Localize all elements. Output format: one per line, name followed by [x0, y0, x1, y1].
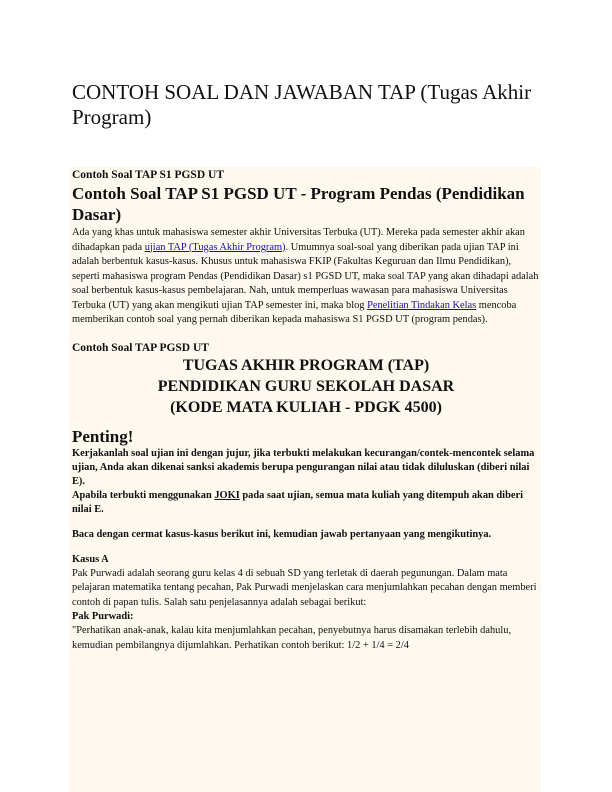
blog-post-content: [72, 168, 540, 653]
instruction: Baca dengan cermat kasus-kasus berikut ini, kemudian jawab pertanyaan yang mengikutinya.: [72, 528, 492, 540]
document-title: CONTOH SOAL DAN JAWABAN TAP (Tugas Akhir Program): [72, 80, 532, 129]
exam-title-block: [72, 355, 540, 418]
speaker-label: Pak Purwadi:: [72, 611, 134, 622]
rule-2: [72, 489, 540, 517]
rule-2-text-a: Apabila terbukti menggunakan: [72, 489, 215, 501]
spacer: [72, 517, 540, 528]
kasus-a-text: Pak Purwadi adalah seorang guru kelas 4 di sebuah SD yang terletak di daerah pegunungan. Dalam mata pelajaran matematika tentang pecahan, Pak Purwadi menjelaskan cara menjumlahkan pecahan dengan memberi contoh di papan tulis. Salah satu penjelasannya adalah sebagai berikut:: [72, 567, 537, 608]
spacer: [72, 542, 540, 553]
exam-title-line-2: PENDIDIKAN GURU SEKOLAH DASAR: [157, 377, 455, 395]
intro-text-1: Ada yang khas untuk mahasiswa semester akhir Universitas Terbuka (UT). Mereka pada semester akhir akan dihadapkan pada: [72, 227, 525, 253]
kasus-a-label: Kasus A: [72, 553, 109, 565]
link-ujian-tap[interactable]: ujian TAP (Tugas Akhir Program): [144, 241, 286, 253]
spacer: [72, 328, 540, 341]
penting-heading: Penting!: [72, 426, 134, 446]
exam-title-line-3: (KODE MATA KULIAH - PDGK 4500): [170, 398, 442, 416]
intro-text-3: mencoba memberikan contoh soal yang pernah diberikan kepada mahasiswa S1 PGSD UT (program pendas).: [72, 299, 517, 325]
joki-term: JOKI: [214, 489, 240, 501]
link-penelitian-tindakan-kelas[interactable]: Penelitian Tindakan Kelas: [367, 299, 477, 311]
post-heading: Contoh Soal TAP S1 PGSD UT - Program Pendas (Pendidikan Dasar): [72, 184, 525, 224]
intro-paragraph: [72, 226, 540, 328]
section-label: Contoh Soal TAP PGSD UT: [72, 341, 209, 354]
kasus-a-quote: "Perhatikan anak-anak, kalau kita menjumlahkan pecahan, penyebutnya harus disamakan terlebih dahulu, kemudian pembilangnya dijumlahkan. Perhatikan contoh berikut: 1/2 + 1/4 = 2/4: [72, 625, 512, 651]
post-label: Contoh Soal TAP S1 PGSD UT: [72, 169, 224, 181]
rule-2-text-b: pada saat ujian, semua mata kuliah yang ditempuh akan diberi nilai E.: [72, 489, 523, 515]
exam-title-line-1: TUGAS AKHIR PROGRAM (TAP): [182, 356, 430, 374]
intro-text-2: . Umumnya soal-soal yang diberikan pada ujian TAP ini adalah berbentuk kasus-kasus. Khusus untuk mahasiswa FKIP (Fakultas Keguruan dan Ilmu Pendidikan), seperti mahasiswa program Pendas (Pendidikan Dasar) s1 PGSD UT, maka soal TAP yang akan dihadapi adalah soal berbentuk kasus-kasus pembelajaran. Nah, untuk memperluas wawasan para mahasiswa Universitas Terbuka (UT) yang akan mengikuti ujian TAP semester ini, maka blog: [72, 241, 539, 311]
rule-1: Kerjakanlah soal ujian ini dengan jujur, jika terbukti melakukan kecurangan/contek-mencontek selama ujian, Anda akan dikenai sanksi akademis berupa pengurangan nilai atau tidak diluluskan (diberi nilai E).: [72, 447, 535, 487]
